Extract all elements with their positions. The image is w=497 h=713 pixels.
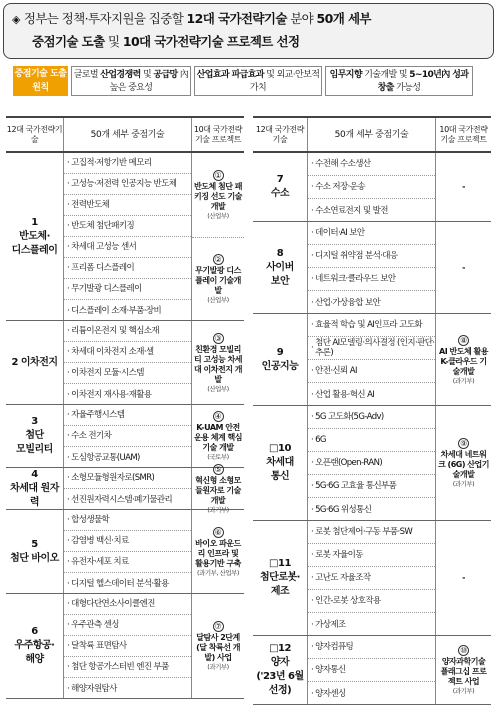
bullet-icon: · xyxy=(67,473,70,483)
bullet-icon: · xyxy=(311,504,314,515)
item-text: 5G·6G 고효율 통신부품 xyxy=(315,481,397,491)
tech-list xyxy=(64,510,192,593)
criteria-box-3: 임무지향 기술개발 및 5~10년內 성과창출 가능성 xyxy=(325,66,473,96)
list-item xyxy=(308,452,435,475)
tech-list xyxy=(64,594,192,698)
list-item xyxy=(308,337,435,360)
bullet-icon: · xyxy=(311,642,314,652)
project-cell xyxy=(436,314,491,405)
item-text: 고성능·저전력 인공지능 반도체 xyxy=(71,179,177,189)
item-text: 5G·6G 위성통신 xyxy=(315,504,372,515)
list-item xyxy=(308,268,435,291)
bullet-icon: · xyxy=(311,366,314,376)
criteria-label: 중점기술 도출 원칙 xyxy=(13,66,68,96)
header-field: 12대 국가전략기술 xyxy=(6,118,64,151)
project-cell xyxy=(192,465,244,514)
item-text: 수소 전기차 xyxy=(71,431,112,441)
field-group xyxy=(253,521,491,636)
project-item xyxy=(436,314,491,405)
bullet-icon: · xyxy=(67,494,70,505)
list-item xyxy=(308,199,435,222)
project-cell xyxy=(436,222,491,313)
bullet-icon: · xyxy=(311,159,314,169)
bullet-icon: · xyxy=(67,683,70,694)
list-item xyxy=(308,475,435,498)
project-text: AI 반도체 활용 K-클라우드 기술개발 xyxy=(439,346,488,376)
project-number: ⑦ xyxy=(213,621,224,632)
list-item xyxy=(64,342,191,363)
item-text: 자율주행시스템 xyxy=(71,410,125,420)
bullet-icon: · xyxy=(67,452,70,463)
bullet-icon: · xyxy=(67,347,70,357)
bullet-icon: · xyxy=(67,431,70,441)
bullet-icon: · xyxy=(311,458,314,468)
field-name: 4 차세대 원자력 xyxy=(6,468,64,509)
item-text: 첨단 AI모델링·의사결정 (인지·판단·추론) xyxy=(315,338,435,358)
bullet-icon: · xyxy=(311,274,314,284)
list-item xyxy=(308,521,435,544)
bullet-icon: · xyxy=(311,182,314,192)
project-cell xyxy=(192,510,244,593)
item-text: 유전자·세포 치료 xyxy=(71,557,129,567)
item-text: 6G xyxy=(315,435,326,445)
list-item xyxy=(64,363,191,384)
item-text: 디지털 취약점 분석·대응 xyxy=(315,251,398,261)
project-item xyxy=(192,594,244,698)
bullet-icon: · xyxy=(67,242,70,252)
project-item xyxy=(192,321,244,404)
item-text: 해양자원탐사 xyxy=(71,683,117,694)
bullet-icon: · xyxy=(311,205,314,216)
field-group xyxy=(6,465,244,514)
tech-list xyxy=(308,521,436,635)
project-item xyxy=(192,153,244,237)
list-item xyxy=(64,258,191,279)
tech-list xyxy=(64,405,192,467)
bullet-icon: · xyxy=(67,200,70,210)
field-name: 6 우주항공· 해양 xyxy=(6,594,64,698)
item-text: 양자컴퓨팅 xyxy=(315,642,354,652)
item-text: 양자센싱 xyxy=(315,688,346,699)
tech-list xyxy=(308,153,436,221)
project-text: 차세대 네트워크 (6G) 산업기술개발 xyxy=(438,450,489,479)
list-item xyxy=(64,594,191,615)
project-cell xyxy=(192,153,244,320)
item-text: 양자통신 xyxy=(315,665,346,675)
item-text: 고집적·저항기반 메모리 xyxy=(71,158,152,168)
bullet-icon: · xyxy=(311,297,314,308)
bullet-icon: · xyxy=(67,179,70,189)
bullet-icon: · xyxy=(311,251,314,261)
list-item xyxy=(308,590,435,613)
item-text: 전력반도체 xyxy=(71,200,110,210)
list-item xyxy=(64,384,191,405)
project-item xyxy=(436,636,491,704)
list-item xyxy=(64,174,191,195)
tech-list xyxy=(64,153,192,320)
project-cell xyxy=(192,321,244,404)
list-item xyxy=(308,498,435,521)
item-text: 안전·신뢰 AI xyxy=(315,366,357,376)
bullet-icon: · xyxy=(67,389,70,400)
item-text: 감염병 백신·치료 xyxy=(71,536,129,546)
bullet-icon: · xyxy=(67,158,70,168)
project-cell xyxy=(436,521,491,635)
table-header xyxy=(6,118,244,153)
field-name: □10 차세대 통신 xyxy=(253,406,308,520)
item-text: 네트워크·클라우드 보안 xyxy=(315,274,396,284)
bullet-icon: · xyxy=(67,305,70,316)
list-item xyxy=(64,489,191,510)
field-name: 7 수소 xyxy=(253,153,308,221)
project-cell xyxy=(436,406,491,520)
project-text: - xyxy=(462,182,465,191)
list-item xyxy=(64,279,191,300)
project-number: ③ xyxy=(213,333,224,344)
list-item xyxy=(64,237,191,258)
item-text: 수전해 수소생산 xyxy=(315,159,371,169)
project-number: ① xyxy=(213,170,224,181)
project-text: 달탐사 2단계 (달 착륙선 개발) 사업 xyxy=(196,633,240,662)
list-item xyxy=(64,552,191,573)
bullet-icon: · xyxy=(311,596,314,606)
project-text: - xyxy=(462,573,465,582)
project-item xyxy=(436,222,491,313)
field-name: □12 양자 ('23년 6월 선정) xyxy=(253,636,308,704)
item-text: 산업·가상융합 보안 xyxy=(315,297,381,308)
field-name: 9 인공지능 xyxy=(253,314,308,405)
field-name: 1 반도체· 디스플레이 xyxy=(6,153,64,320)
bullet-icon: · xyxy=(67,578,70,589)
field-group xyxy=(253,636,491,705)
criteria-box-2: 산업효과 파급효과 및 외교·안보적 가치 xyxy=(194,66,322,96)
item-text: 이차전지 모듈·시스템 xyxy=(71,368,144,378)
ministry-label: (과기부) xyxy=(452,376,475,385)
item-text: 첨단 항공가스터빈 엔진 부품 xyxy=(71,662,169,672)
bullet-icon: · xyxy=(67,662,70,672)
field-name: □11 첨단로봇· 제조 xyxy=(253,521,308,635)
tech-list xyxy=(308,406,436,520)
list-item xyxy=(64,636,191,657)
project-text: 친환경 모빌리티 고성능 차세대 이차전지 개발 xyxy=(194,344,242,384)
item-text: 수소연료전지 및 발전 xyxy=(315,205,388,216)
tech-list xyxy=(308,222,436,313)
list-item xyxy=(308,314,435,337)
project-text: 무기발광 디스플레이 기술개발 xyxy=(195,265,241,295)
ministry-label: (과기부) xyxy=(207,506,229,514)
project-text: K-UAM 안전운용 체계 핵심기술 개발 xyxy=(194,423,242,452)
field-name: 3 첨단 모빌리티 xyxy=(6,405,64,467)
list-item xyxy=(64,216,191,237)
item-text: 소형모듈형원자로(SMR) xyxy=(71,473,155,483)
table-header xyxy=(253,118,491,153)
selection-criteria xyxy=(13,66,473,96)
bullet-icon: · xyxy=(311,665,314,675)
project-item xyxy=(436,153,491,221)
project-text: 혁신형 소형모듈원자로 기술개발 xyxy=(195,476,241,505)
field-group xyxy=(253,314,491,406)
field-group xyxy=(253,406,491,521)
list-item xyxy=(64,468,191,489)
project-item xyxy=(192,237,244,321)
project-cell xyxy=(436,636,491,704)
list-item xyxy=(64,531,191,552)
list-item xyxy=(64,321,191,342)
bullet-icon: · xyxy=(311,228,314,238)
bullet-icon: · xyxy=(67,368,70,378)
list-item xyxy=(64,615,191,636)
item-text: 고난도 자율조작 xyxy=(315,573,371,583)
list-item xyxy=(308,153,435,176)
item-text: 데이터·AI 보안 xyxy=(315,228,365,238)
project-cell xyxy=(436,153,491,221)
item-text: 달착륙 표면탐사 xyxy=(71,641,127,651)
list-item xyxy=(308,429,435,452)
bullet-icon: · xyxy=(311,343,314,353)
bullet-icon: · xyxy=(67,221,70,231)
item-text: 무기발광 디스플레이 xyxy=(71,284,142,294)
item-text: 디스플레이 소재·부품·장비 xyxy=(71,305,162,316)
left-table xyxy=(6,116,244,699)
bullet-icon: · xyxy=(311,481,314,491)
project-number: ⑩ xyxy=(458,645,469,656)
list-item xyxy=(64,573,191,594)
list-item xyxy=(64,426,191,447)
list-item xyxy=(308,383,435,406)
list-item xyxy=(308,291,435,314)
project-number: ④ xyxy=(213,411,224,422)
bullet-icon: · xyxy=(67,536,70,546)
item-text: 도심항공교통(UAM) xyxy=(71,452,140,463)
header-tech: 50개 세부 중점기술 xyxy=(308,118,436,151)
list-item xyxy=(308,613,435,636)
ministry-label: (과기부, 산업부) xyxy=(197,568,239,577)
item-text: 우주관측 센싱 xyxy=(71,620,119,630)
ministry-label: (산업부) xyxy=(207,384,229,393)
list-item xyxy=(308,659,435,682)
item-text: 5G 고도화(5G-Adv) xyxy=(315,412,384,422)
item-text: 반도체 첨단패키징 xyxy=(71,221,135,231)
list-item xyxy=(308,406,435,429)
diamond-icon: ◈ xyxy=(12,13,20,26)
field-group xyxy=(6,594,244,699)
project-item xyxy=(192,510,244,593)
project-number: ⑤ xyxy=(213,464,224,475)
bullet-icon: · xyxy=(67,557,70,567)
field-group xyxy=(6,405,244,468)
list-item xyxy=(308,360,435,383)
project-text: 바이오 파운드리 인프라 및 활용기반 구축 xyxy=(195,538,241,568)
project-item xyxy=(436,521,491,635)
tech-list xyxy=(64,468,192,509)
list-item xyxy=(64,447,191,468)
field-name: 5 첨단 바이오 xyxy=(6,510,64,593)
field-group xyxy=(253,153,491,222)
title-line-2: 중점기술 도출 및 10대 국가전략기술 프로젝트 선정 xyxy=(32,34,300,49)
tech-list xyxy=(64,321,192,404)
bullet-icon: · xyxy=(311,550,314,560)
ministry-label: (과기부) xyxy=(452,687,475,695)
list-item xyxy=(308,636,435,659)
list-item xyxy=(64,510,191,531)
ministry-label: (국토부) xyxy=(207,453,229,461)
list-item xyxy=(64,678,191,699)
bullet-icon: · xyxy=(311,619,314,630)
item-text: 산업 활용·혁신 AI xyxy=(315,389,375,400)
item-text: 대형다단연소사이클엔진 xyxy=(71,599,155,609)
bullet-icon: · xyxy=(67,263,70,273)
list-item xyxy=(308,222,435,245)
ministry-label: (산업부) xyxy=(207,295,229,304)
list-item xyxy=(64,195,191,216)
header-project: 10대 국가전략기술 프로젝트 xyxy=(193,124,243,144)
list-item xyxy=(308,176,435,199)
tech-list xyxy=(308,314,436,405)
right-table xyxy=(253,116,491,705)
bullet-icon: · xyxy=(67,620,70,630)
project-number: ⑥ xyxy=(213,527,224,538)
item-text: 이차전지 재사용·재활용 xyxy=(71,389,152,400)
project-number: ⑧ xyxy=(458,335,469,346)
item-text: 합성생물학 xyxy=(71,515,110,525)
project-number: ⑨ xyxy=(458,438,469,449)
bullet-icon: · xyxy=(311,435,314,445)
project-item xyxy=(192,405,244,467)
bullet-icon: · xyxy=(311,573,314,583)
project-number: ② xyxy=(213,254,224,265)
item-text: 가상제조 xyxy=(315,619,346,630)
field-name: 2 이차전지 xyxy=(6,321,64,404)
ministry-label: (산업부) xyxy=(207,211,229,220)
list-item xyxy=(64,300,191,321)
item-text: 프리폼 디스플레이 xyxy=(71,263,135,273)
header-field: 12대 국가전략기술 xyxy=(253,118,308,151)
bullet-icon: · xyxy=(67,326,70,336)
header-tech: 50개 세부 중점기술 xyxy=(64,118,192,151)
bullet-icon: · xyxy=(311,389,314,400)
bullet-icon: · xyxy=(311,320,314,330)
list-item xyxy=(308,544,435,567)
bullet-icon: · xyxy=(67,515,70,525)
item-text: 로봇 첨단제어·구동 부품·SW xyxy=(315,527,413,537)
bullet-icon: · xyxy=(67,641,70,651)
list-item xyxy=(308,245,435,268)
field-name: 8 사이버 보안 xyxy=(253,222,308,313)
project-cell xyxy=(192,594,244,698)
bullet-icon: · xyxy=(67,410,70,420)
item-text: 오픈랜(Open-RAN) xyxy=(315,458,383,468)
project-text: 반도체 첨단 패키징 선도 기술 개발 xyxy=(194,181,242,211)
list-item xyxy=(64,657,191,678)
ministry-label: (과기부) xyxy=(207,663,229,671)
ministry-label: (과기부) xyxy=(452,480,475,488)
field-group xyxy=(6,321,244,405)
item-text: 차세대 이차전지 소재·셀 xyxy=(71,347,154,357)
item-text: 효율적 학습 및 AI인프라 고도화 xyxy=(315,320,422,330)
title-box xyxy=(3,3,494,59)
bullet-icon: · xyxy=(311,527,314,537)
project-cell xyxy=(192,405,244,467)
item-text: 차세대 고성능 센서 xyxy=(71,242,137,252)
field-group xyxy=(6,153,244,321)
bullet-icon: · xyxy=(311,412,314,422)
item-text: 디지털 헬스데이터 분석·활용 xyxy=(71,578,169,589)
item-text: 수소 저장·운송 xyxy=(315,182,365,192)
tech-list xyxy=(308,636,436,704)
list-item xyxy=(308,682,435,705)
header-project: 10대 국가전략기술 프로젝트 xyxy=(439,124,488,144)
project-text: 양자과학기술 플래그십 프로젝트 사업 xyxy=(440,657,487,686)
list-item xyxy=(64,153,191,174)
item-text: 리튬이온전지 및 핵심소재 xyxy=(71,326,160,336)
bullet-icon: · xyxy=(67,284,70,294)
list-item xyxy=(308,567,435,590)
item-text: 인간-로봇 상호작용 xyxy=(315,596,381,606)
project-item xyxy=(192,465,244,514)
project-text: - xyxy=(462,262,465,272)
title-line-1: ◈ 정부는 정책·투자지원을 집중할 12대 국가전략기술 분야 50개 세부 xyxy=(12,11,371,26)
item-text: 로봇 자율이동 xyxy=(315,550,363,560)
list-item xyxy=(64,405,191,426)
field-group xyxy=(6,510,244,594)
bullet-icon: · xyxy=(311,688,314,699)
bullet-icon: · xyxy=(67,599,70,609)
item-text: 선진원자력시스템·폐기물관리 xyxy=(71,494,173,505)
criteria-box-1: 글로벌 산업경쟁력 및 공급망 內 높은 중요성 xyxy=(71,66,191,96)
field-group xyxy=(253,222,491,314)
project-item xyxy=(436,406,491,520)
